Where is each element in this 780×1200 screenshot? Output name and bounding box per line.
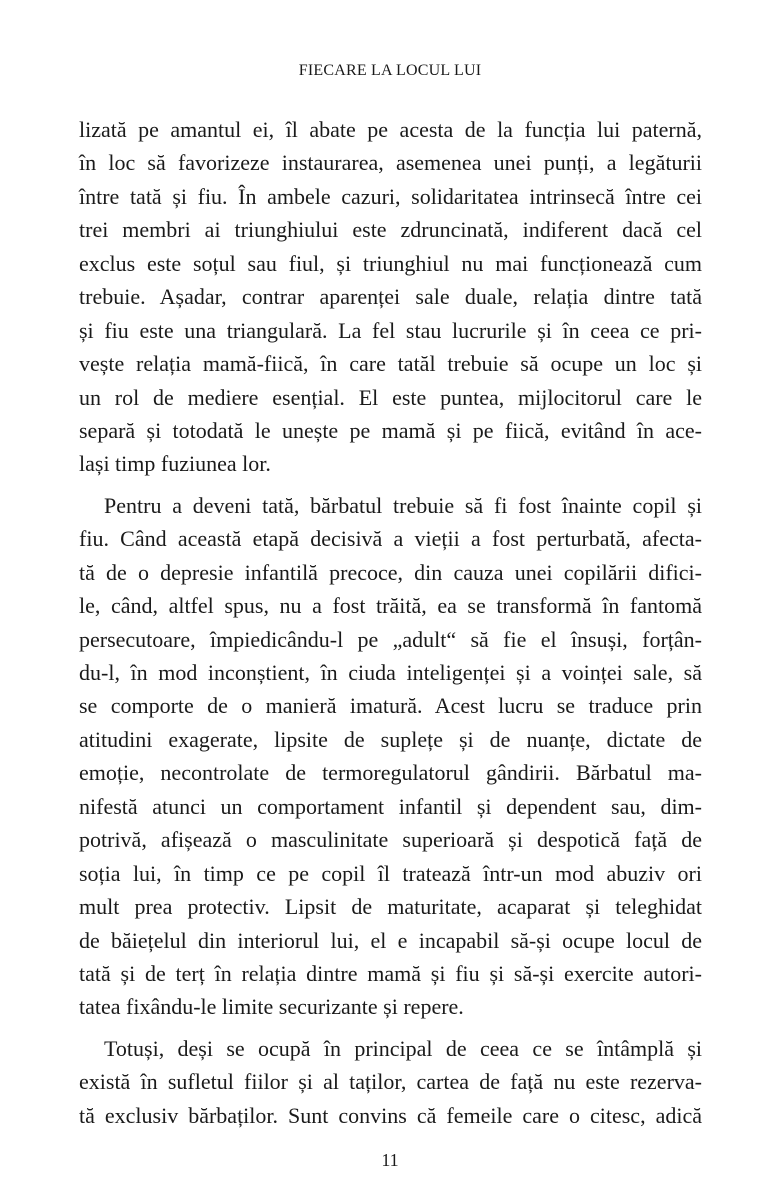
text-line: tată și de terț în relația dintre mamă și fiu și să-și exercite autori-: [79, 960, 702, 986]
text-line: exclus este soțul sau fiul, și triunghiul nu mai funcționează cum: [79, 250, 702, 276]
text-line: lași timp fuziunea lor.: [79, 451, 271, 477]
text-line: trei membri ai triunghiului este zdruncinată, indiferent dacă cel: [79, 217, 702, 243]
text-line: atitudini exagerate, lipsite de suplețe și de nuanțe, dictate de: [79, 726, 702, 752]
text-line: Totuși, deși se ocupă în principal de ceea ce se întâmplă și: [104, 1035, 702, 1061]
page-number: 11: [381, 1150, 399, 1170]
text-line: emoție, necontrolate de termoregulatorul gândirii. Bărbatul ma-: [79, 760, 702, 786]
paragraph: [79, 489, 702, 1024]
text-line: tatea fixându-le limite securizante și repere.: [79, 994, 464, 1020]
text-line: du-l, în mod inconștient, în ciuda inteligenței și a voinței sale, să: [79, 660, 702, 685]
text-line: și fiu este una triangulară. La fel stau lucrurile și în ceea ce pri-: [79, 317, 702, 343]
text-line: le, când, altfel spus, nu a fost trăită, ea se transformă în fantomă: [79, 593, 702, 619]
text-line: trebuie. Așadar, contrar aparenței sale duale, relația dintre tată: [79, 284, 702, 310]
text-line: se comporte de o manieră imatură. Acest lucru se traduce prin: [79, 693, 702, 719]
paragraph: [79, 113, 702, 481]
text-line: de băiețelul din interiorul lui, el e incapabil să-și ocupe locul de: [79, 927, 702, 953]
text-line: tă de o depresie infantilă precoce, din cauza unei copilării difici-: [79, 559, 702, 585]
text-line: în loc să favorizeze instaurarea, asemenea unei punți, a legăturii: [79, 150, 702, 176]
text-line: Pentru a deveni tată, bărbatul trebuie să fi fost înainte copil și: [104, 492, 702, 518]
text-line: fiu. Când această etapă decisivă a vieții a fost perturbată, afecta-: [79, 526, 702, 552]
text-line: separă și totodată le unește pe mamă și pe fiică, evitând în ace-: [79, 417, 702, 443]
text-line: persecutoare, împiedicându-l pe „adult“ să fie el însuși, forțân-: [79, 626, 702, 652]
text-line: există în sufletul fiilor și al taților, cartea de față nu este rezerva-: [79, 1069, 702, 1095]
text-line: soția lui, în timp ce pe copil îl tratează într-un mod abuziv ori: [79, 860, 702, 886]
text-line: potrivă, afișează o masculinitate superioară și despotică față de: [79, 827, 702, 853]
text-line: lizată pe amantul ei, îl abate pe acesta de la funcția lui paternă,: [79, 117, 702, 142]
text-line: vește relația mamă-fiică, în care tatăl trebuie să ocupe un loc și: [79, 351, 702, 377]
body-text: [79, 113, 702, 1140]
text-line: un rol de mediere esențial. El este puntea, mijlocitorul care le: [79, 384, 702, 410]
text-line: mult prea protectiv. Lipsit de maturitate, acaparat și teleghidat: [79, 894, 702, 920]
paragraph: [79, 1032, 702, 1132]
text-line: nifestă atunci un comportament infantil și dependent sau, dim-: [79, 793, 702, 819]
text-line: între tată și fiu. În ambele cazuri, solidaritatea intrinsecă între cei: [79, 183, 702, 209]
text-line: tă exclusiv bărbaților. Sunt convins că femeile care o citesc, adică: [79, 1102, 702, 1128]
running-header: FIECARE LA LOCUL LUI: [298, 62, 482, 79]
